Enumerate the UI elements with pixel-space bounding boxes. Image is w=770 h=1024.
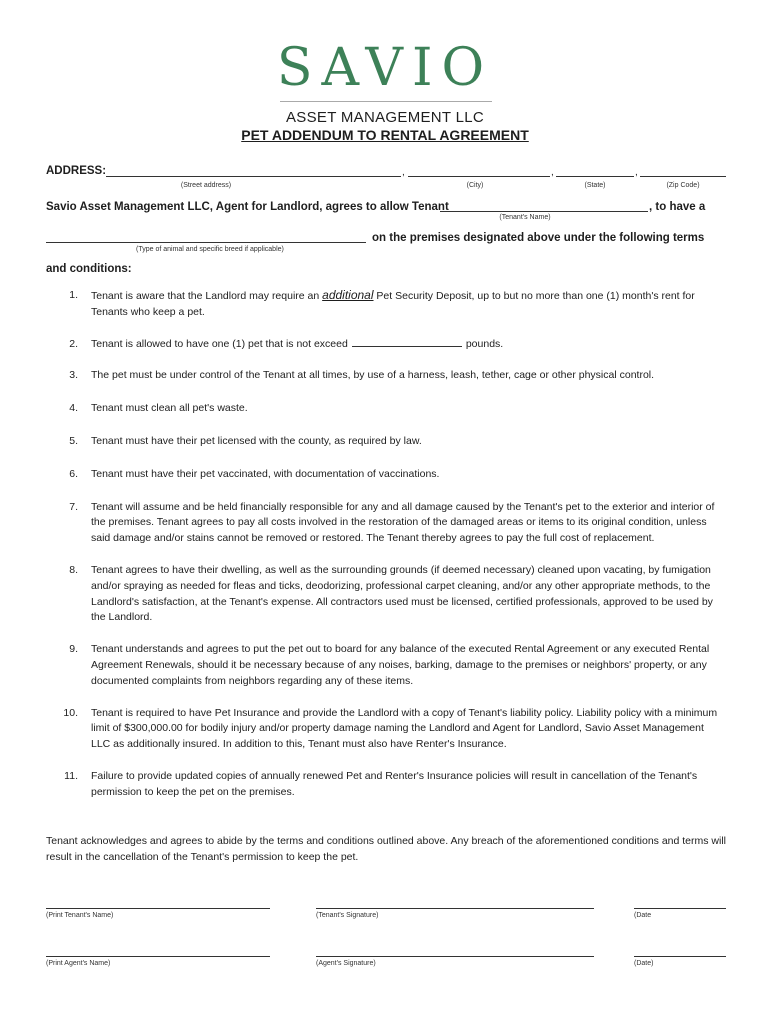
term-text: Tenant is aware that the Landlord may require an	[91, 290, 323, 302]
savio-logo: SAVIO	[276, 38, 494, 98]
term-text: Pet Security Deposit, up to but no more than one (1) month's rent for Tenants who keep a pet.	[91, 290, 695, 318]
agent-signature-caption: (Agent's Signature)	[316, 960, 376, 967]
animal-type-field[interactable]	[46, 242, 366, 243]
agent-signature-field[interactable]	[316, 956, 594, 957]
term-item	[46, 706, 726, 753]
term-text: Failure to provide updated copies of annually renewed Pet and Renter's Insurance policies will result in cancellation of the Tenant's permission to keep the pet on the premises.	[91, 769, 698, 798]
document-title: PET ADDENDUM TO RENTAL AGREEMENT	[241, 127, 529, 143]
premises-text: on the premises designated above under the following terms	[372, 232, 705, 244]
term-number: 10.	[63, 706, 78, 719]
term-text: pounds.	[465, 337, 504, 350]
term-item	[46, 401, 726, 417]
agent-date-caption: (Date)	[634, 960, 654, 967]
tenant-date-field[interactable]	[634, 908, 726, 909]
comma-3: ,	[635, 167, 638, 178]
term-item	[46, 434, 726, 450]
tenant-date-caption: (Date	[634, 912, 652, 919]
term-item	[46, 368, 726, 384]
company-name: ASSET MANAGEMENT LLC	[286, 109, 484, 126]
term-number: 1.	[69, 289, 78, 301]
term-text: Tenant is allowed to have one (1) pet that is not exceed	[91, 337, 348, 350]
print-agent-name-field[interactable]	[46, 956, 270, 957]
tenant-name-field[interactable]	[440, 211, 648, 212]
acknowledgement-text: Tenant acknowledges and agrees to abide by the terms and conditions outlined above. Any breach of the aforementioned conditions and terms will result in the cancellation of the Tenant's permission to keep the pet.	[46, 835, 727, 863]
term-text: Tenant must clean all pet's waste.	[91, 402, 248, 415]
term-number: 8.	[69, 563, 78, 576]
term-text: Tenant is required to have Pet Insurance and provide the Landlord with a copy of Tenant's liability policy. Liability policy with a minimum limit of $300,000.00 for bodily injury and/or property damage naming the Landlord and Agent for Landlord, Savio Asset Management LLC as additionally insured. In addition to this, Tenant must also have Renter's Insurance.	[91, 706, 718, 751]
city-field[interactable]	[408, 176, 550, 177]
term-item	[46, 642, 726, 689]
and-conditions-text: and conditions:	[46, 263, 132, 275]
term-number: 11.	[64, 769, 78, 782]
term-text: Tenant understands and agrees to put the pet out to board for any balance of the executed Rental Agreement or any executed Rental Agreement Renewals, should it be necessary because of any noises, barking, damage to the premises or neighbors' property, or any documented complaints from neighbors regarding any of these items.	[91, 643, 710, 687]
additional-emphasis: additional	[322, 288, 374, 302]
term-number: 6.	[69, 467, 78, 480]
city-caption: (City)	[466, 182, 484, 189]
tenant-signature-field[interactable]	[316, 908, 594, 909]
term-number: 9.	[69, 643, 78, 656]
term-text: Tenant must have their pet vaccinated, with documentation of vaccinations.	[91, 467, 440, 480]
agreement-intro: Savio Asset Management LLC, Agent for Landlord, agrees to allow Tenant	[46, 201, 449, 213]
zip-code-field[interactable]	[640, 176, 726, 177]
terms-list	[46, 288, 726, 801]
agent-date-field[interactable]	[634, 956, 726, 957]
term-text: The pet must be under control of the Tenant at all times, by use of a harness, leash, tether, cage or other physical control.	[91, 369, 655, 382]
term-text: Tenant must have their pet licensed with the county, as required by law.	[91, 434, 422, 447]
print-tenant-name-caption: (Print Tenant's Name)	[46, 912, 114, 919]
street-address-field[interactable]	[106, 176, 401, 177]
term-number: 4.	[69, 402, 78, 415]
address-label: ADDRESS:	[46, 165, 107, 177]
term-item	[46, 288, 726, 321]
term-item	[46, 500, 726, 547]
animal-type-caption: (Type of animal and specific breed if applicable)	[136, 246, 284, 253]
state-field[interactable]	[556, 176, 634, 177]
term-text: Tenant agrees to have their dwelling, as well as the surrounding grounds (if deemed necessary) cleaned upon vacating, by fumigation and/or spraying as needed for fleas and ticks, deodorizing, professional carpet cleaning, and/or any other appropriate methods, to the Landlord's satisfaction, at the Tenant's expense. All contractors used must be licensed, certified professionals, approved to be used by the Landlord.	[91, 563, 713, 624]
comma-2: ,	[551, 167, 554, 178]
zip-code-caption: (Zip Code)	[666, 182, 700, 189]
print-tenant-name-field[interactable]	[46, 908, 270, 909]
logo-divider	[280, 101, 492, 102]
term-item	[46, 563, 726, 626]
print-agent-name-caption: (Print Agent's Name)	[46, 960, 111, 967]
term-number: 5.	[69, 434, 78, 447]
street-address-caption: (Street address)	[180, 182, 232, 189]
term-item	[46, 337, 726, 353]
comma-1: ,	[402, 167, 405, 178]
state-caption: (State)	[584, 182, 606, 189]
tenant-name-caption: (Tenant's Name)	[499, 214, 551, 221]
to-have-text: , to have a	[649, 201, 706, 213]
term-item	[46, 467, 726, 483]
term-item	[46, 769, 726, 801]
pet-weight-field[interactable]	[352, 337, 462, 347]
term-text: Tenant will assume and be held financially responsible for any and all damage caused by the Tenant's pet to the exterior and interior of the premises. Tenant agrees to pay all costs involved in the restoration of the damaged areas or items to its original condition, unless said damage and/or stains cannot be removed or restored. The Tenant thereby agrees to pay the full cost of replacement.	[91, 500, 715, 545]
term-number: 2.	[69, 337, 78, 350]
term-number: 7.	[69, 500, 78, 513]
term-number: 3.	[69, 369, 78, 382]
tenant-signature-caption: (Tenant's Signature)	[316, 912, 379, 919]
